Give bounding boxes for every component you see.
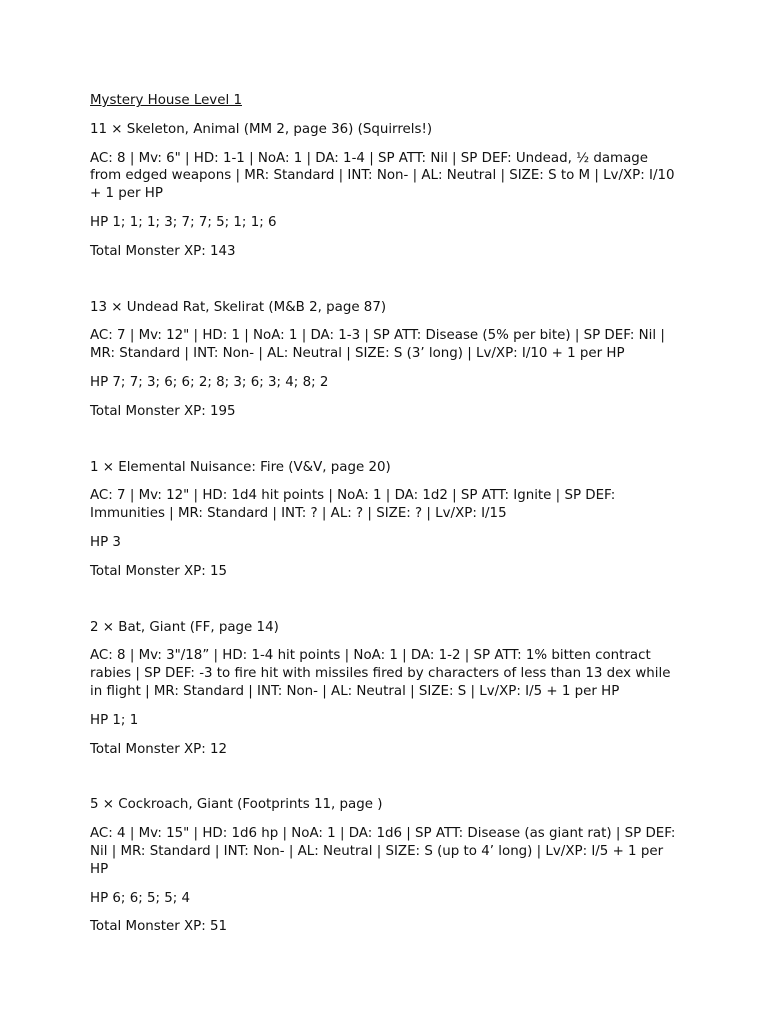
entry-heading: 2 × Bat, Giant (FF, page 14) bbox=[90, 619, 279, 635]
entry-stats: AC: 7 | Mv: 12" | HD: 1 | NoA: 1 | DA: 1-3 | SP ATT: Disease (5% per bite) | SP DEF: Nil | MR: Standard | INT: Non- | AL: Neutral | SIZE: S (3’ long) | Lv/XP: I/10 + 1 per HP bbox=[90, 328, 665, 362]
entry-total-xp: Total Monster XP: 12 bbox=[90, 741, 228, 757]
entry-heading: 13 × Undead Rat, Skelirat (M&B 2, page 87) bbox=[90, 299, 387, 315]
entry-hp: HP 7; 7; 3; 6; 6; 2; 8; 3; 6; 3; 4; 8; 2 bbox=[90, 374, 329, 390]
entry-total-xp: Total Monster XP: 51 bbox=[90, 919, 228, 935]
monster-entry-elemental-nuisance bbox=[90, 459, 682, 581]
entry-spacer bbox=[90, 769, 682, 796]
monster-entry-skeleton-animal bbox=[90, 121, 682, 261]
entry-spacer bbox=[90, 592, 682, 619]
entry-heading: 1 × Elemental Nuisance: Fire (V&V, page 20) bbox=[90, 459, 391, 475]
entry-stats: AC: 4 | Mv: 15" | HD: 1d6 hp | NoA: 1 | DA: 1d6 | SP ATT: Disease (as giant rat) | SP DEF: Nil | MR: Standard | INT: Non- | AL: Neutral | SIZE: S (up to 4’ long) | Lv/XP: I/5 + 1 per HP bbox=[90, 826, 676, 877]
entry-stats: AC: 8 | Mv: 3"/18” | HD: 1-4 hit points | NoA: 1 | DA: 1-2 | SP ATT: 1% bitten contract rabies | SP DEF: -3 to fire hit with missiles fired by characters of less than 13 dex while in flight | MR: Standard | INT: Non- | AL: Neutral | SIZE: S | Lv/XP: I/5 + 1 per HP bbox=[90, 648, 671, 699]
entry-total-xp: Total Monster XP: 143 bbox=[90, 243, 236, 259]
entry-stats: AC: 7 | Mv: 12" | HD: 1d4 hit points | NoA: 1 | DA: 1d2 | SP ATT: Ignite | SP DEF: Immunities | MR: Standard | INT: ? | AL: ? | SIZE: ? | Lv/XP: I/15 bbox=[90, 488, 616, 522]
monster-entry-giant-cockroach bbox=[90, 796, 682, 936]
entry-total-xp: Total Monster XP: 195 bbox=[90, 403, 236, 419]
monster-entry-giant-bat bbox=[90, 619, 682, 759]
entry-spacer bbox=[90, 432, 682, 459]
entry-hp: HP 3 bbox=[90, 534, 121, 550]
document-page bbox=[90, 92, 682, 947]
entry-hp: HP 6; 6; 5; 5; 4 bbox=[90, 890, 191, 906]
entry-heading: 11 × Skeleton, Animal (MM 2, page 36) (Squirrels!) bbox=[90, 121, 433, 137]
entry-total-xp: Total Monster XP: 15 bbox=[90, 563, 228, 579]
entry-spacer bbox=[90, 272, 682, 299]
monster-entry-undead-rat bbox=[90, 299, 682, 421]
entry-hp: HP 1; 1; 1; 3; 7; 7; 5; 1; 1; 6 bbox=[90, 214, 277, 230]
entry-stats: AC: 8 | Mv: 6" | HD: 1-1 | NoA: 1 | DA: 1-4 | SP ATT: Nil | SP DEF: Undead, ½ damage from edged weapons | MR: Standard | INT: Non- | AL: Neutral | SIZE: S to M | Lv/XP: I/10 + 1 per HP bbox=[90, 150, 675, 202]
entry-hp: HP 1; 1 bbox=[90, 712, 139, 728]
entry-heading: 5 × Cockroach, Giant (Footprints 11, page ) bbox=[90, 797, 383, 813]
document-title: Mystery House Level 1 bbox=[90, 93, 242, 108]
